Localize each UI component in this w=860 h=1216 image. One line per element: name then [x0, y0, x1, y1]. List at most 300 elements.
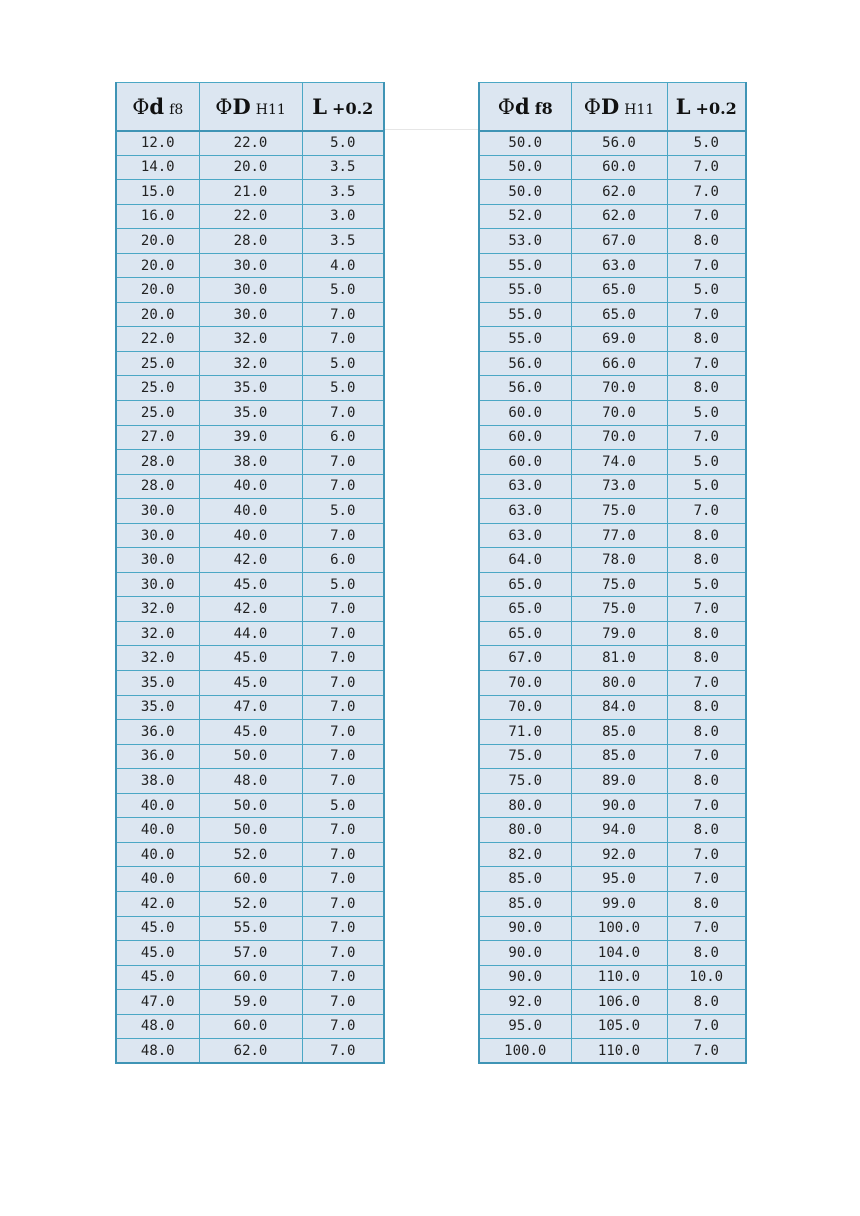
cell-inner-diameter: 85.0: [479, 891, 571, 916]
header-length: L +0.2: [667, 83, 746, 131]
cell-length: 8.0: [667, 646, 746, 671]
cell-inner-diameter: 92.0: [479, 990, 571, 1015]
header-length: L +0.2: [302, 83, 384, 131]
cell-length: 5.0: [302, 376, 384, 401]
table-row: [479, 302, 746, 327]
table-row: [116, 155, 384, 180]
cell-inner-diameter: 30.0: [116, 499, 199, 524]
cell-inner-diameter: 60.0: [479, 450, 571, 475]
cell-inner-diameter: 40.0: [116, 818, 199, 843]
cell-length: 7.0: [302, 450, 384, 475]
dimension-table-left: [115, 82, 385, 1064]
cell-length: 5.0: [302, 278, 384, 303]
cell-length: 3.0: [302, 204, 384, 229]
cell-outer-diameter: 100.0: [571, 916, 667, 941]
cell-length: 7.0: [302, 891, 384, 916]
table-row: [479, 180, 746, 205]
table-row: [116, 499, 384, 524]
table-row: [116, 769, 384, 794]
table-row: [116, 180, 384, 205]
cell-outer-diameter: 52.0: [199, 891, 302, 916]
cell-outer-diameter: 35.0: [199, 376, 302, 401]
cell-outer-diameter: 92.0: [571, 842, 667, 867]
cell-outer-diameter: 75.0: [571, 597, 667, 622]
cell-length: 7.0: [667, 597, 746, 622]
table-row: [116, 229, 384, 254]
cell-inner-diameter: 15.0: [116, 180, 199, 205]
table-row: [479, 891, 746, 916]
cell-outer-diameter: 62.0: [571, 180, 667, 205]
cell-inner-diameter: 14.0: [116, 155, 199, 180]
cell-length: 7.0: [302, 1014, 384, 1039]
table-row: [479, 229, 746, 254]
cell-length: 10.0: [667, 965, 746, 990]
cell-outer-diameter: 20.0: [199, 155, 302, 180]
cell-length: 8.0: [667, 990, 746, 1015]
cell-length: 7.0: [302, 720, 384, 745]
table-row: [479, 548, 746, 573]
cell-outer-diameter: 55.0: [199, 916, 302, 941]
cell-outer-diameter: 32.0: [199, 351, 302, 376]
header-row: [116, 83, 384, 131]
cell-inner-diameter: 56.0: [479, 351, 571, 376]
cell-outer-diameter: 42.0: [199, 548, 302, 573]
cell-length: 7.0: [302, 1039, 384, 1064]
table-row: [479, 474, 746, 499]
cell-length: 7.0: [667, 425, 746, 450]
table-row: [479, 450, 746, 475]
cell-outer-diameter: 69.0: [571, 327, 667, 352]
cell-inner-diameter: 30.0: [116, 523, 199, 548]
cell-inner-diameter: 65.0: [479, 621, 571, 646]
cell-outer-diameter: 106.0: [571, 990, 667, 1015]
cell-outer-diameter: 63.0: [571, 253, 667, 278]
table-row: [479, 597, 746, 622]
cell-outer-diameter: 40.0: [199, 499, 302, 524]
cell-outer-diameter: 84.0: [571, 695, 667, 720]
cell-inner-diameter: 55.0: [479, 253, 571, 278]
table-row: [479, 916, 746, 941]
table-row: [479, 131, 746, 156]
cell-outer-diameter: 90.0: [571, 793, 667, 818]
table-row: [479, 965, 746, 990]
table-row: [116, 1014, 384, 1039]
cell-length: 5.0: [302, 351, 384, 376]
cell-outer-diameter: 75.0: [571, 572, 667, 597]
cell-outer-diameter: 85.0: [571, 720, 667, 745]
cell-length: 8.0: [667, 695, 746, 720]
cell-length: 5.0: [667, 401, 746, 426]
cell-inner-diameter: 63.0: [479, 523, 571, 548]
cell-length: 7.0: [302, 621, 384, 646]
cell-length: 5.0: [302, 131, 384, 156]
cell-inner-diameter: 32.0: [116, 646, 199, 671]
cell-length: 7.0: [302, 990, 384, 1015]
cell-length: 7.0: [302, 867, 384, 892]
table-row: [479, 793, 746, 818]
cell-outer-diameter: 67.0: [571, 229, 667, 254]
cell-inner-diameter: 60.0: [479, 401, 571, 426]
cell-inner-diameter: 35.0: [116, 695, 199, 720]
table-row: [479, 695, 746, 720]
cell-length: 5.0: [302, 572, 384, 597]
table-row: [479, 278, 746, 303]
table-row: [116, 744, 384, 769]
table-row: [116, 278, 384, 303]
cell-inner-diameter: 50.0: [479, 155, 571, 180]
cell-inner-diameter: 71.0: [479, 720, 571, 745]
table-row: [116, 671, 384, 696]
header-outer-diameter: ΦD H11: [199, 83, 302, 131]
table-row: [116, 327, 384, 352]
cell-length: 7.0: [667, 671, 746, 696]
cell-inner-diameter: 56.0: [479, 376, 571, 401]
cell-outer-diameter: 35.0: [199, 401, 302, 426]
cell-outer-diameter: 40.0: [199, 474, 302, 499]
table-row: [116, 425, 384, 450]
table-row: [479, 720, 746, 745]
cell-outer-diameter: 28.0: [199, 229, 302, 254]
cell-inner-diameter: 75.0: [479, 769, 571, 794]
cell-outer-diameter: 47.0: [199, 695, 302, 720]
table-row: [479, 990, 746, 1015]
cell-length: 7.0: [667, 867, 746, 892]
cell-inner-diameter: 40.0: [116, 867, 199, 892]
table-row: [116, 720, 384, 745]
table-row: [479, 401, 746, 426]
cell-length: 4.0: [302, 253, 384, 278]
cell-inner-diameter: 20.0: [116, 229, 199, 254]
cell-inner-diameter: 25.0: [116, 401, 199, 426]
cell-length: 7.0: [302, 302, 384, 327]
table-row: [479, 253, 746, 278]
header-divider-line: [383, 129, 478, 130]
table-row: [116, 891, 384, 916]
table-row: [479, 327, 746, 352]
table-row: [116, 204, 384, 229]
cell-inner-diameter: 60.0: [479, 425, 571, 450]
table-row: [116, 646, 384, 671]
cell-length: 7.0: [667, 1014, 746, 1039]
cell-outer-diameter: 50.0: [199, 744, 302, 769]
cell-outer-diameter: 60.0: [571, 155, 667, 180]
cell-inner-diameter: 67.0: [479, 646, 571, 671]
cell-inner-diameter: 52.0: [479, 204, 571, 229]
cell-outer-diameter: 40.0: [199, 523, 302, 548]
cell-outer-diameter: 60.0: [199, 965, 302, 990]
cell-outer-diameter: 30.0: [199, 302, 302, 327]
cell-outer-diameter: 77.0: [571, 523, 667, 548]
table-row: [116, 376, 384, 401]
cell-outer-diameter: 65.0: [571, 278, 667, 303]
cell-outer-diameter: 79.0: [571, 621, 667, 646]
cell-inner-diameter: 38.0: [116, 769, 199, 794]
cell-inner-diameter: 70.0: [479, 671, 571, 696]
cell-inner-diameter: 20.0: [116, 278, 199, 303]
table-row: [116, 695, 384, 720]
cell-length: 5.0: [667, 450, 746, 475]
cell-inner-diameter: 80.0: [479, 793, 571, 818]
cell-inner-diameter: 25.0: [116, 351, 199, 376]
cell-inner-diameter: 64.0: [479, 548, 571, 573]
header-row: [479, 83, 746, 131]
cell-inner-diameter: 32.0: [116, 597, 199, 622]
cell-inner-diameter: 28.0: [116, 450, 199, 475]
table-row: [116, 253, 384, 278]
table-row: [479, 621, 746, 646]
cell-inner-diameter: 47.0: [116, 990, 199, 1015]
cell-outer-diameter: 95.0: [571, 867, 667, 892]
cell-inner-diameter: 30.0: [116, 548, 199, 573]
cell-length: 7.0: [667, 916, 746, 941]
cell-inner-diameter: 22.0: [116, 327, 199, 352]
table-row: [479, 523, 746, 548]
cell-inner-diameter: 80.0: [479, 818, 571, 843]
cell-inner-diameter: 20.0: [116, 302, 199, 327]
cell-length: 8.0: [667, 327, 746, 352]
cell-length: 6.0: [302, 548, 384, 573]
cell-outer-diameter: 59.0: [199, 990, 302, 1015]
cell-inner-diameter: 42.0: [116, 891, 199, 916]
cell-inner-diameter: 63.0: [479, 499, 571, 524]
cell-outer-diameter: 110.0: [571, 1039, 667, 1064]
cell-length: 7.0: [667, 1039, 746, 1064]
table-row: [479, 572, 746, 597]
cell-outer-diameter: 70.0: [571, 425, 667, 450]
cell-length: 7.0: [667, 155, 746, 180]
cell-length: 8.0: [667, 621, 746, 646]
cell-inner-diameter: 48.0: [116, 1014, 199, 1039]
cell-length: 7.0: [302, 646, 384, 671]
cell-outer-diameter: 81.0: [571, 646, 667, 671]
table-row: [116, 597, 384, 622]
cell-length: 5.0: [667, 131, 746, 156]
table-row: [479, 818, 746, 843]
cell-length: 7.0: [667, 253, 746, 278]
table-row: [479, 867, 746, 892]
cell-length: 8.0: [667, 720, 746, 745]
table-row: [479, 1014, 746, 1039]
table-row: [479, 842, 746, 867]
cell-outer-diameter: 48.0: [199, 769, 302, 794]
cell-length: 7.0: [302, 401, 384, 426]
table-row: [116, 401, 384, 426]
table-row: [479, 646, 746, 671]
cell-inner-diameter: 95.0: [479, 1014, 571, 1039]
table-row: [116, 793, 384, 818]
cell-outer-diameter: 89.0: [571, 769, 667, 794]
cell-inner-diameter: 16.0: [116, 204, 199, 229]
cell-length: 7.0: [302, 695, 384, 720]
table-row: [116, 523, 384, 548]
cell-inner-diameter: 28.0: [116, 474, 199, 499]
cell-length: 8.0: [667, 548, 746, 573]
cell-length: 5.0: [302, 499, 384, 524]
table-row: [116, 450, 384, 475]
cell-length: 7.0: [302, 769, 384, 794]
cell-inner-diameter: 36.0: [116, 744, 199, 769]
cell-length: 8.0: [667, 941, 746, 966]
cell-outer-diameter: 94.0: [571, 818, 667, 843]
table-row: [479, 204, 746, 229]
table-row: [116, 867, 384, 892]
cell-outer-diameter: 21.0: [199, 180, 302, 205]
cell-outer-diameter: 45.0: [199, 572, 302, 597]
cell-inner-diameter: 32.0: [116, 621, 199, 646]
dimension-table-right: [478, 82, 747, 1064]
cell-outer-diameter: 66.0: [571, 351, 667, 376]
cell-outer-diameter: 42.0: [199, 597, 302, 622]
cell-outer-diameter: 73.0: [571, 474, 667, 499]
cell-outer-diameter: 32.0: [199, 327, 302, 352]
table-row: [116, 351, 384, 376]
cell-inner-diameter: 55.0: [479, 278, 571, 303]
cell-inner-diameter: 55.0: [479, 302, 571, 327]
header-inner-diameter: Φd f8: [479, 83, 571, 131]
cell-inner-diameter: 40.0: [116, 793, 199, 818]
table-row: [116, 548, 384, 573]
cell-outer-diameter: 105.0: [571, 1014, 667, 1039]
header-outer-diameter: ΦD H11: [571, 83, 667, 131]
cell-length: 7.0: [302, 965, 384, 990]
cell-inner-diameter: 70.0: [479, 695, 571, 720]
cell-inner-diameter: 90.0: [479, 941, 571, 966]
cell-length: 3.5: [302, 229, 384, 254]
cell-outer-diameter: 99.0: [571, 891, 667, 916]
cell-length: 7.0: [667, 351, 746, 376]
cell-inner-diameter: 40.0: [116, 842, 199, 867]
table-row: [479, 769, 746, 794]
cell-inner-diameter: 75.0: [479, 744, 571, 769]
cell-outer-diameter: 52.0: [199, 842, 302, 867]
cell-length: 7.0: [667, 499, 746, 524]
cell-length: 7.0: [302, 597, 384, 622]
table-row: [479, 155, 746, 180]
cell-inner-diameter: 53.0: [479, 229, 571, 254]
cell-inner-diameter: 36.0: [116, 720, 199, 745]
cell-length: 7.0: [302, 744, 384, 769]
cell-length: 8.0: [667, 523, 746, 548]
cell-length: 7.0: [302, 523, 384, 548]
table-row: [116, 131, 384, 156]
header-inner-diameter: Φd f8: [116, 83, 199, 131]
cell-length: 7.0: [302, 941, 384, 966]
cell-outer-diameter: 60.0: [199, 867, 302, 892]
cell-length: 8.0: [667, 376, 746, 401]
cell-length: 7.0: [302, 671, 384, 696]
cell-outer-diameter: 62.0: [571, 204, 667, 229]
cell-outer-diameter: 45.0: [199, 646, 302, 671]
table-row: [116, 916, 384, 941]
cell-inner-diameter: 27.0: [116, 425, 199, 450]
cell-inner-diameter: 12.0: [116, 131, 199, 156]
cell-inner-diameter: 90.0: [479, 965, 571, 990]
table-row: [479, 671, 746, 696]
cell-length: 7.0: [302, 474, 384, 499]
cell-inner-diameter: 45.0: [116, 941, 199, 966]
cell-length: 8.0: [667, 229, 746, 254]
cell-outer-diameter: 56.0: [571, 131, 667, 156]
cell-inner-diameter: 65.0: [479, 572, 571, 597]
cell-inner-diameter: 35.0: [116, 671, 199, 696]
cell-inner-diameter: 100.0: [479, 1039, 571, 1064]
table-row: [116, 818, 384, 843]
table-row: [116, 965, 384, 990]
cell-outer-diameter: 39.0: [199, 425, 302, 450]
cell-outer-diameter: 30.0: [199, 253, 302, 278]
cell-length: 7.0: [667, 204, 746, 229]
cell-outer-diameter: 70.0: [571, 376, 667, 401]
cell-inner-diameter: 48.0: [116, 1039, 199, 1064]
cell-inner-diameter: 65.0: [479, 597, 571, 622]
cell-length: 8.0: [667, 769, 746, 794]
cell-length: 7.0: [667, 842, 746, 867]
cell-length: 5.0: [667, 278, 746, 303]
cell-inner-diameter: 85.0: [479, 867, 571, 892]
cell-length: 5.0: [667, 572, 746, 597]
cell-outer-diameter: 50.0: [199, 793, 302, 818]
cell-outer-diameter: 78.0: [571, 548, 667, 573]
cell-outer-diameter: 45.0: [199, 671, 302, 696]
cell-inner-diameter: 25.0: [116, 376, 199, 401]
cell-outer-diameter: 30.0: [199, 278, 302, 303]
cell-outer-diameter: 22.0: [199, 204, 302, 229]
table-row: [479, 499, 746, 524]
table-row: [116, 941, 384, 966]
cell-length: 3.5: [302, 155, 384, 180]
cell-inner-diameter: 50.0: [479, 180, 571, 205]
cell-outer-diameter: 62.0: [199, 1039, 302, 1064]
cell-outer-diameter: 38.0: [199, 450, 302, 475]
cell-inner-diameter: 20.0: [116, 253, 199, 278]
cell-outer-diameter: 65.0: [571, 302, 667, 327]
table-row: [116, 302, 384, 327]
cell-inner-diameter: 63.0: [479, 474, 571, 499]
cell-inner-diameter: 50.0: [479, 131, 571, 156]
cell-length: 7.0: [302, 842, 384, 867]
table-row: [116, 474, 384, 499]
cell-outer-diameter: 44.0: [199, 621, 302, 646]
cell-inner-diameter: 45.0: [116, 965, 199, 990]
table-row: [479, 376, 746, 401]
cell-length: 7.0: [302, 327, 384, 352]
cell-inner-diameter: 90.0: [479, 916, 571, 941]
cell-length: 7.0: [667, 180, 746, 205]
cell-inner-diameter: 82.0: [479, 842, 571, 867]
cell-length: 7.0: [302, 818, 384, 843]
cell-outer-diameter: 75.0: [571, 499, 667, 524]
cell-length: 7.0: [667, 793, 746, 818]
cell-length: 6.0: [302, 425, 384, 450]
cell-length: 7.0: [667, 302, 746, 327]
cell-outer-diameter: 74.0: [571, 450, 667, 475]
cell-outer-diameter: 45.0: [199, 720, 302, 745]
cell-outer-diameter: 60.0: [199, 1014, 302, 1039]
cell-inner-diameter: 30.0: [116, 572, 199, 597]
table-row: [479, 941, 746, 966]
table-row: [479, 744, 746, 769]
table-row: [479, 1039, 746, 1064]
cell-length: 7.0: [302, 916, 384, 941]
table-row: [116, 1039, 384, 1064]
cell-outer-diameter: 22.0: [199, 131, 302, 156]
cell-length: 5.0: [667, 474, 746, 499]
cell-inner-diameter: 55.0: [479, 327, 571, 352]
cell-outer-diameter: 104.0: [571, 941, 667, 966]
cell-outer-diameter: 70.0: [571, 401, 667, 426]
cell-length: 3.5: [302, 180, 384, 205]
table-row: [116, 572, 384, 597]
